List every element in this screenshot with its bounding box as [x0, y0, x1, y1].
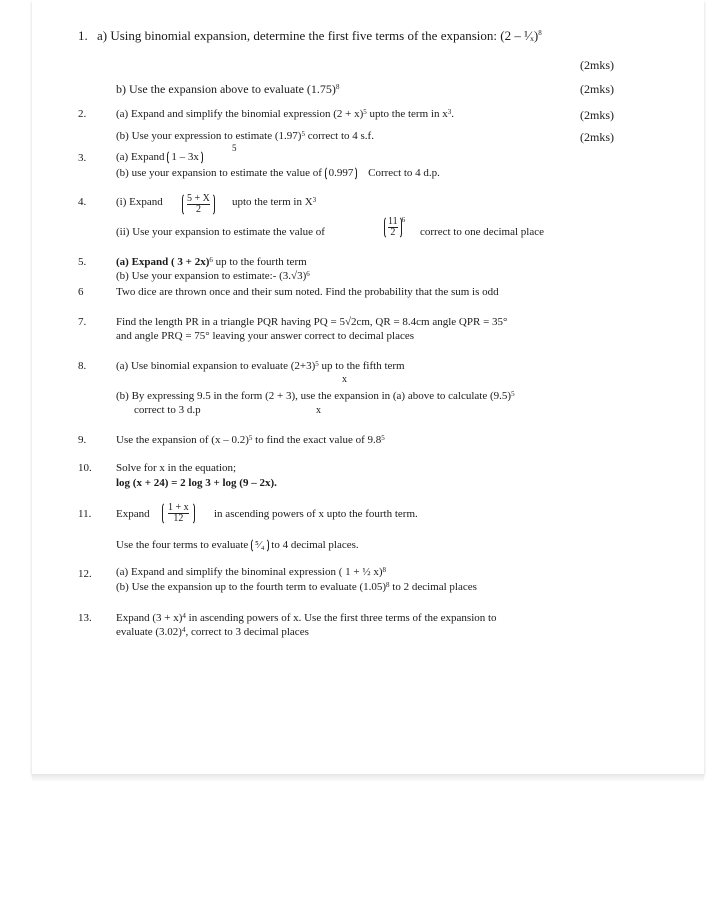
q4-part-ii	[116, 226, 325, 239]
q4i-denominator: 2	[195, 204, 201, 215]
q11-numerator: 1 + x	[168, 502, 189, 513]
q12b-tail: to 2 decimal places	[389, 581, 477, 593]
q2-part-b	[116, 130, 374, 143]
q4i-fraction	[182, 193, 215, 216]
q8b-denominator: x	[316, 405, 321, 416]
q5a-tail: up to the fourth term	[212, 256, 307, 268]
q13-line-1-exponent: 4	[182, 612, 186, 620]
q9-number: 9.	[78, 434, 87, 446]
q2b-exponent: 5	[301, 130, 305, 138]
q12-number: 12.	[78, 568, 92, 580]
q10-line-1: Solve for x in the equation;	[116, 462, 237, 474]
q2a-end: .	[451, 108, 454, 120]
page-shadow	[32, 774, 704, 782]
q2b-marks: (2mks)	[580, 130, 614, 144]
q13-line-2	[116, 626, 309, 639]
q2a-tail-exponent: 3	[447, 108, 452, 116]
q13-line-1-tail: in ascending powers of x. Use the first three terms of the expansion to	[185, 612, 497, 624]
q4-part-i	[116, 196, 163, 209]
q2b-text: (b) Use your expression to estimate (1.97)	[116, 130, 302, 142]
q1-expression: (2 – ¹⁄ₓ)	[500, 28, 539, 43]
q3-part-b	[116, 166, 440, 181]
q11-line-2	[116, 538, 359, 553]
q4ii-fraction	[384, 216, 405, 239]
q13-line-1-text: Expand (3 + x)	[116, 612, 183, 624]
q4-number: 4.	[78, 196, 87, 208]
q11-fraction	[162, 502, 195, 525]
q8-part-a	[116, 360, 405, 373]
q12b-exponent: 8	[386, 581, 390, 589]
q8a-exponent: 5	[315, 360, 319, 368]
q13-line-1	[116, 612, 497, 625]
q4ii-exponent: 6	[401, 216, 406, 224]
q12a-text: (a) Expand and simplify the binominal expression ( 1 + ½ x)	[116, 566, 383, 578]
q5a-exponent: 6	[209, 256, 213, 264]
q13-line-2-text: evaluate (3.02)	[116, 626, 182, 638]
q12-part-a	[116, 566, 386, 579]
q4ii-tail: correct to one decimal place	[420, 226, 544, 238]
q7-number: 7.	[78, 316, 87, 328]
q7-line-2: and angle PRQ = 75° leaving your answer correct to decimal places	[116, 330, 415, 342]
q9-tail: to find the exact value of 9.8	[252, 434, 382, 446]
q11-expand: Expand	[116, 508, 150, 520]
question-1	[78, 28, 542, 43]
q11-number: 11.	[78, 508, 92, 520]
q4i-tail	[232, 196, 316, 209]
q11-denominator: 12	[173, 513, 184, 524]
q1-exponent: 8	[538, 29, 542, 37]
q11-line-2-text: Use the four terms to evaluate	[116, 539, 249, 551]
q12b-text: (b) Use the expansion up to the fourth term to evaluate (1.05)	[116, 581, 387, 593]
q11-line-2-tail: to 4 decimal places.	[271, 539, 359, 551]
q10-number: 10.	[78, 462, 92, 474]
q13-number: 13.	[78, 612, 92, 624]
q6-number: 6	[78, 286, 84, 298]
q2a-marks: (2mks)	[580, 108, 614, 122]
q3b-bracket: 0.997	[325, 166, 358, 181]
q11-tail: in ascending powers of x upto the fourth term.	[214, 508, 418, 520]
q1b-text: b) Use the expansion above to evaluate (1.75)	[116, 82, 336, 96]
q7-line-1: Find the length PR in a triangle PQR having PQ = 5√2cm, QR = 8.4cm angle QPR = 35°	[116, 316, 508, 328]
q2b-tail: correct to 4 s.f.	[304, 130, 374, 142]
q3-part-a	[116, 150, 203, 165]
q5-number: 5.	[78, 256, 87, 268]
q5a-text: (a) Expand ( 3 + 2x)	[116, 256, 210, 268]
q5-part-b	[116, 270, 310, 283]
q1a-marks: (2mks)	[580, 58, 614, 72]
q3-number: 3.	[78, 152, 87, 164]
q4ii-numerator: 11	[388, 216, 398, 227]
q2-number: 2.	[78, 108, 87, 120]
q1-part-a: a) Using binomial expansion, determine the first five terms of the expansion:	[97, 28, 498, 43]
q4i-tail-exponent: 3	[312, 196, 317, 204]
q2-part-a	[116, 108, 454, 121]
q1b-exponent: 8	[335, 83, 340, 91]
q11-eval-bracket: ⁵⁄₄	[251, 538, 269, 553]
q9-tail-exponent: 5	[381, 434, 385, 442]
q8a-tail: up to the fifth term	[318, 360, 405, 372]
q8a-text: (a) Use binomial expansion to evaluate (2+3)	[116, 360, 316, 372]
q12-part-b	[116, 581, 477, 594]
q8-number: 8.	[78, 360, 87, 372]
q1b-marks: (2mks)	[580, 82, 614, 96]
q2a-text: (a) Expand and simplify the binomial expression (2 + x)	[116, 108, 364, 120]
q4ii-denominator: 2	[390, 227, 396, 238]
q4i-numerator: 5 + X	[187, 193, 210, 204]
q4i-text: (i) Expand	[116, 196, 163, 208]
q13-line-2-exponent: 4	[181, 626, 186, 634]
q6-text: Two dice are thrown once and their sum noted. Find the probability that the sum is odd	[116, 286, 499, 298]
q5-part-a	[116, 256, 307, 269]
q4i-tail-text: upto the term in X	[232, 196, 313, 208]
q8b-line-2: correct to 3 d.p	[134, 404, 201, 416]
q1-part-b	[116, 82, 339, 97]
q5b-exponent: 6	[306, 270, 310, 278]
q9-lead: Use the expansion of (x – 0.2)	[116, 434, 249, 446]
q2a-exponent: 5	[363, 108, 367, 116]
q9-exponent: 5	[248, 434, 253, 442]
q10-line-2: log (x + 24) = 2 log 3 + log (9 – 2x).	[116, 477, 277, 489]
q13-line-2-tail: , correct to 3 decimal places	[185, 626, 309, 638]
q3b-text: (b) use your expansion to estimate the value of	[116, 167, 322, 179]
q8b-exponent: 5	[511, 390, 515, 398]
q4ii-text: (ii) Use your expansion to estimate the value of	[116, 226, 325, 238]
q3a-exponent: 5	[232, 143, 237, 153]
q8a-denominator: x	[342, 374, 347, 385]
q3b-tail: Correct to 4 d.p.	[368, 167, 440, 179]
q5b-text: (b) Use your expansion to estimate:- (3.√3)	[116, 270, 307, 282]
q8b-text: (b) By expressing 9.5 in the form (2 + 3), use the expansion in (a) above to calculate (9.5)	[116, 390, 512, 402]
q3a-text: (a) Expand	[116, 151, 165, 163]
q1-number: 1.	[78, 28, 88, 43]
q8-part-b	[116, 390, 515, 403]
q12a-exponent: 8	[382, 566, 386, 574]
q3a-bracket: 1 – 3x	[167, 150, 203, 165]
q9-text	[116, 434, 385, 447]
q2a-tail: upto the term in x	[366, 108, 448, 120]
